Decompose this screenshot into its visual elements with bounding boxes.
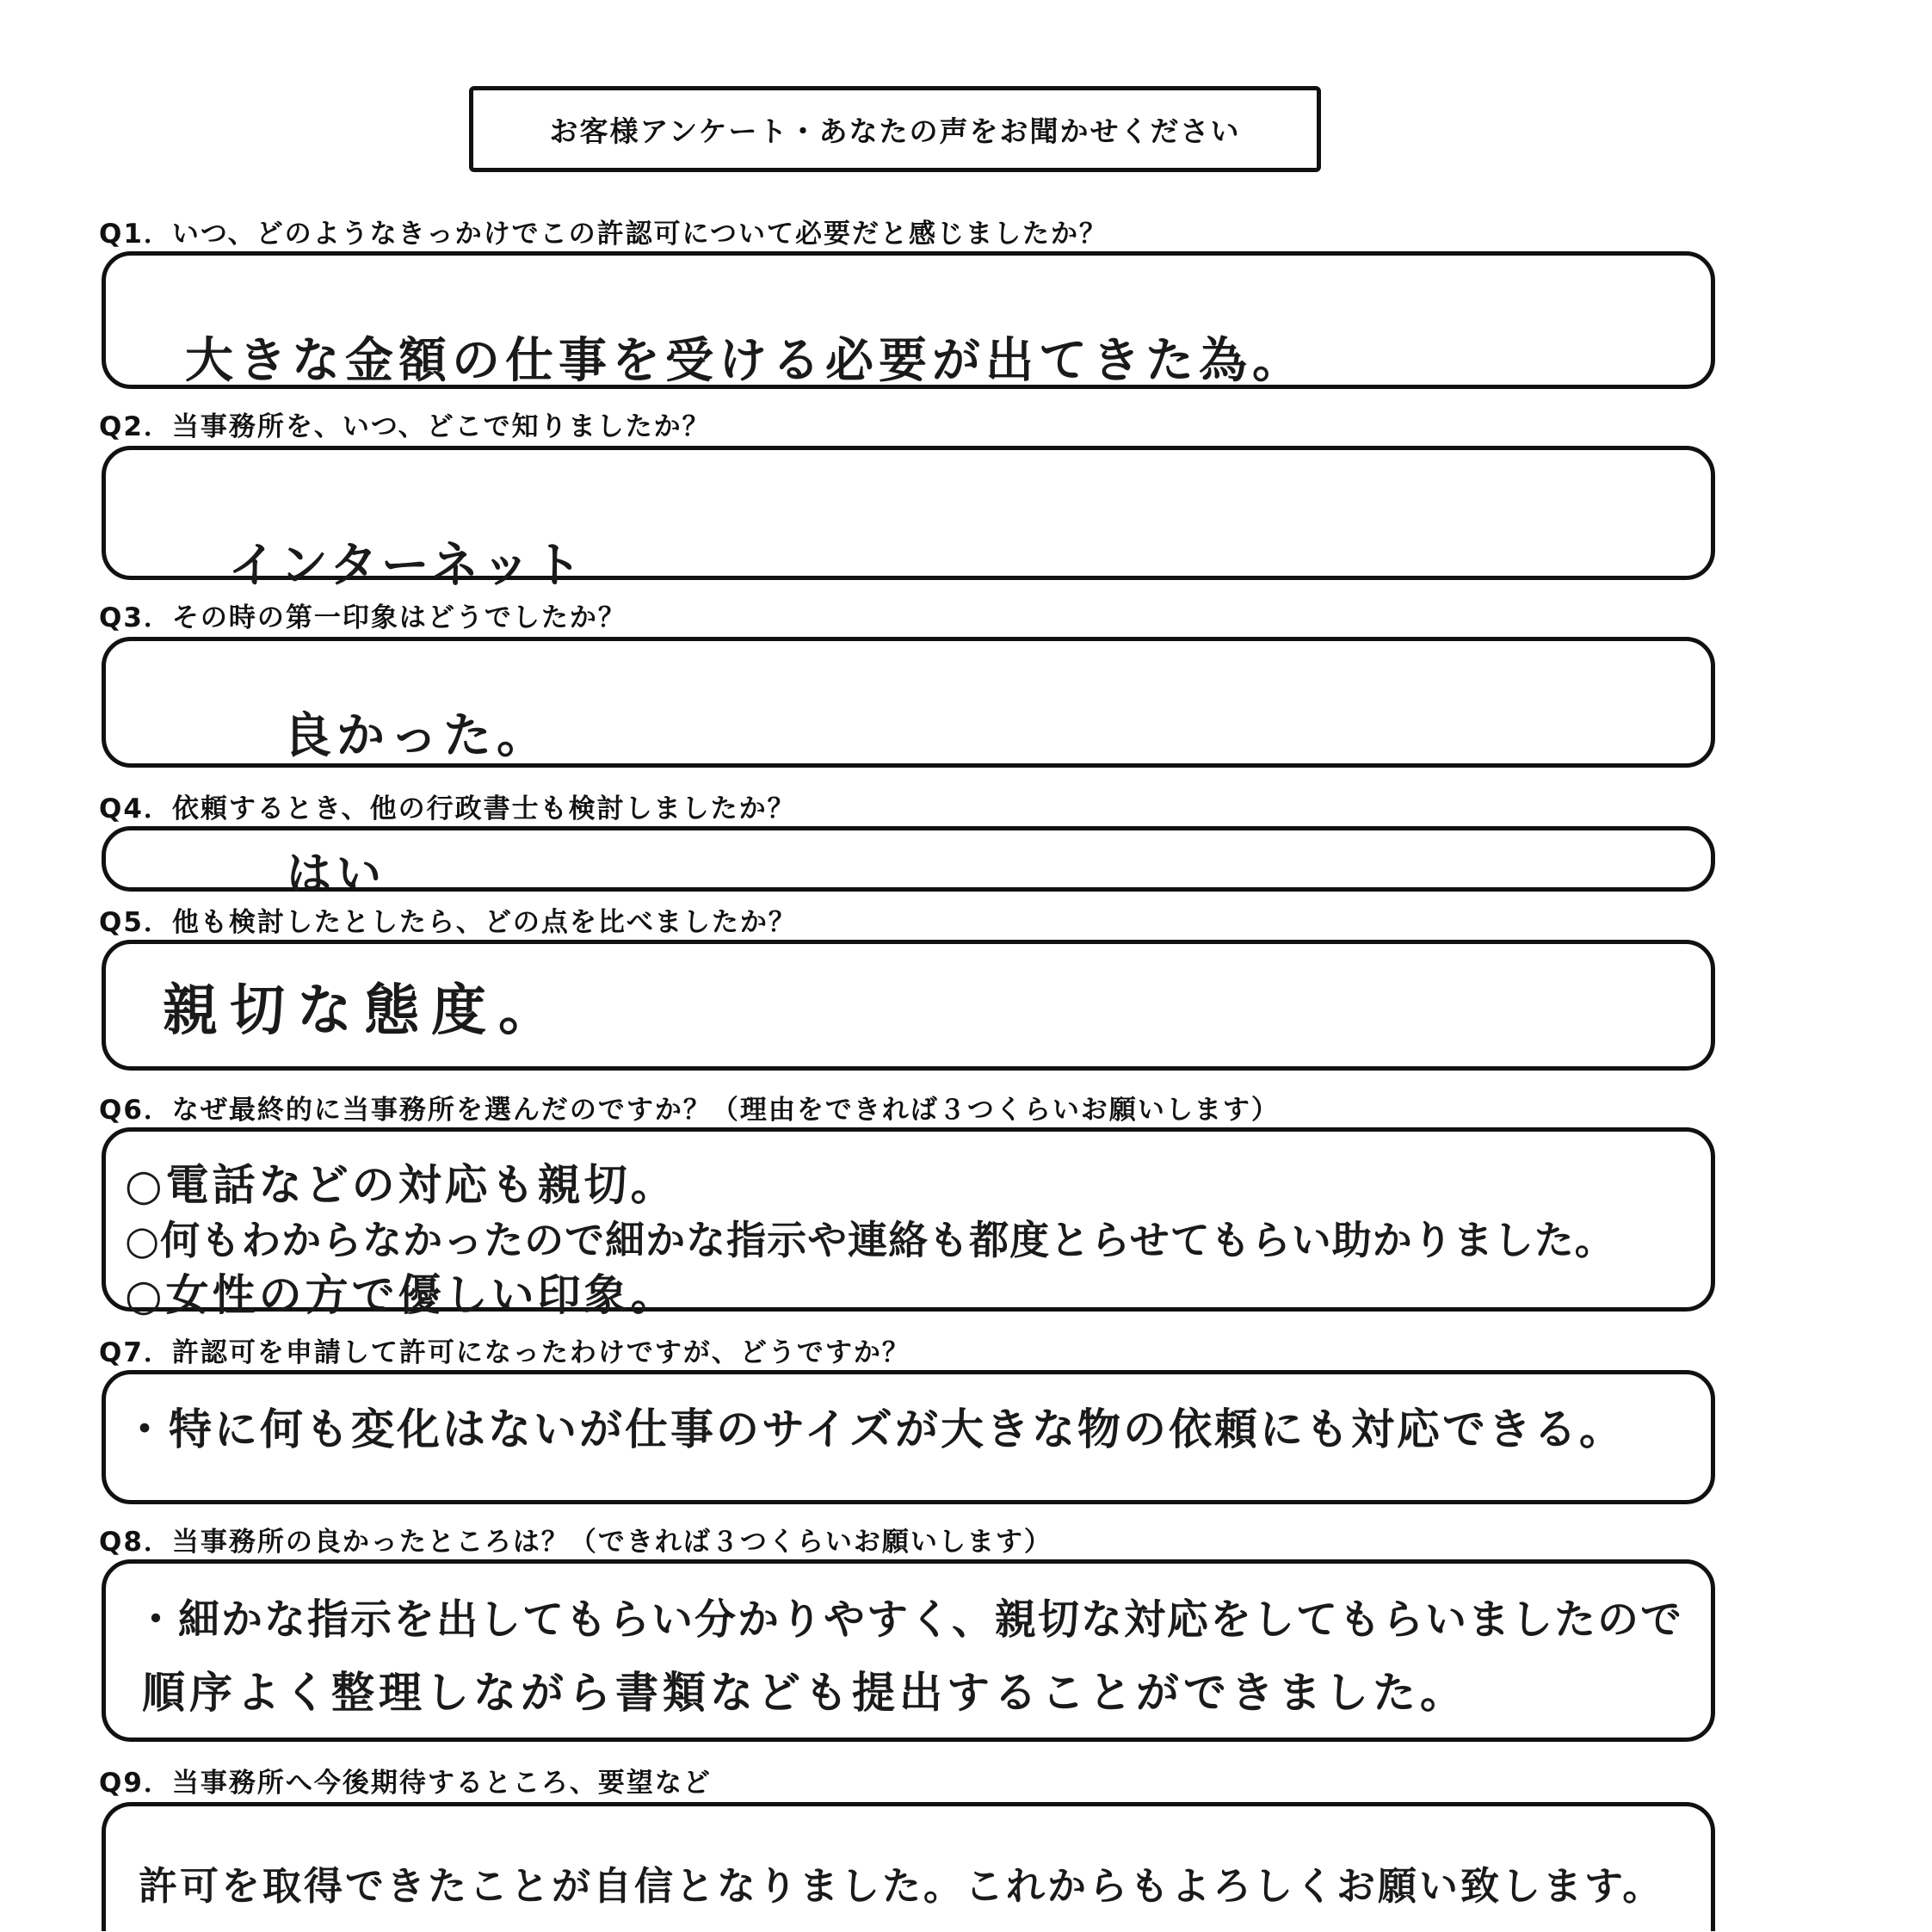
answer-8-line-1: ・細かな指示を出してもらい分かりやすく、親切な対応をしてもらいましたので	[135, 1596, 1684, 1644]
question-7-label: Q7．許認可を申請して許可になったわけですが、どうですか？	[99, 1337, 910, 1368]
answer-9-text: 許可を取得できたことが自信となりました。これからもよろしくお願い致します。	[139, 1863, 1664, 1909]
question-6-label: Q6．なぜ最終的に当事務所を選んだのですか？（理由をできれば３つくらいお願いします）	[99, 1095, 1280, 1126]
survey-title: お客様アンケート・あなたの声をお聞かせください	[469, 86, 1321, 172]
answer-3-text: 良かった。	[283, 707, 550, 764]
answer-7-text: ・特に何も変化はないが仕事のサイズが大きな物の依頼にも対応できる。	[123, 1404, 1625, 1454]
question-3-label: Q3．その時の第一印象はどうでしたか？	[99, 602, 627, 633]
answer-6-line-1: ○電話などの対応も親切。	[125, 1159, 677, 1210]
question-4-label: Q4．依頼するとき、他の行政書士も検討しましたか？	[99, 793, 796, 824]
answer-6-line-3: ○女性の方で優しい印象。	[125, 1269, 677, 1320]
answer-8-box	[102, 1559, 1715, 1742]
answer-3-box	[102, 637, 1715, 768]
answer-2-box	[102, 446, 1715, 594]
answer-4-text: はい	[287, 848, 387, 900]
answer-2-text: インターネット	[228, 537, 585, 594]
question-9-label: Q9．当事務所へ今後期待するところ、要望など	[99, 1768, 712, 1799]
question-1-label: Q1．いつ、どのようなきっかけでこの許認可について必要だと感じましたか？	[99, 219, 1108, 250]
question-2-label: Q2．当事務所を、いつ、どこで知りましたか？	[99, 411, 711, 442]
answer-7-box	[102, 1370, 1715, 1504]
answer-6-line-2: ○何もわからなかったので細かな指示や連絡も都度とらせてもらい助かりました。	[125, 1217, 1615, 1263]
answer-4-box	[102, 826, 1715, 900]
answer-5-box	[102, 940, 1715, 1071]
question-8-label: Q8．当事務所の良かったところは？（できれば３つくらいお願いします）	[99, 1527, 1052, 1558]
answer-5-text: 親切な態度。	[163, 978, 565, 1043]
answer-9-box	[102, 1802, 1715, 1931]
answer-1-box	[102, 251, 1715, 389]
question-5-label: Q5．他も検討したとしたら、どの点を比べましたか？	[99, 907, 797, 938]
answer-1-text: 大きな金額の仕事を受ける必要が出てきた為。	[185, 332, 1305, 389]
answer-8-line-2: 順序よく整理しながら書類なども提出することができました。	[142, 1667, 1467, 1718]
answer-6-box	[102, 1127, 1715, 1320]
